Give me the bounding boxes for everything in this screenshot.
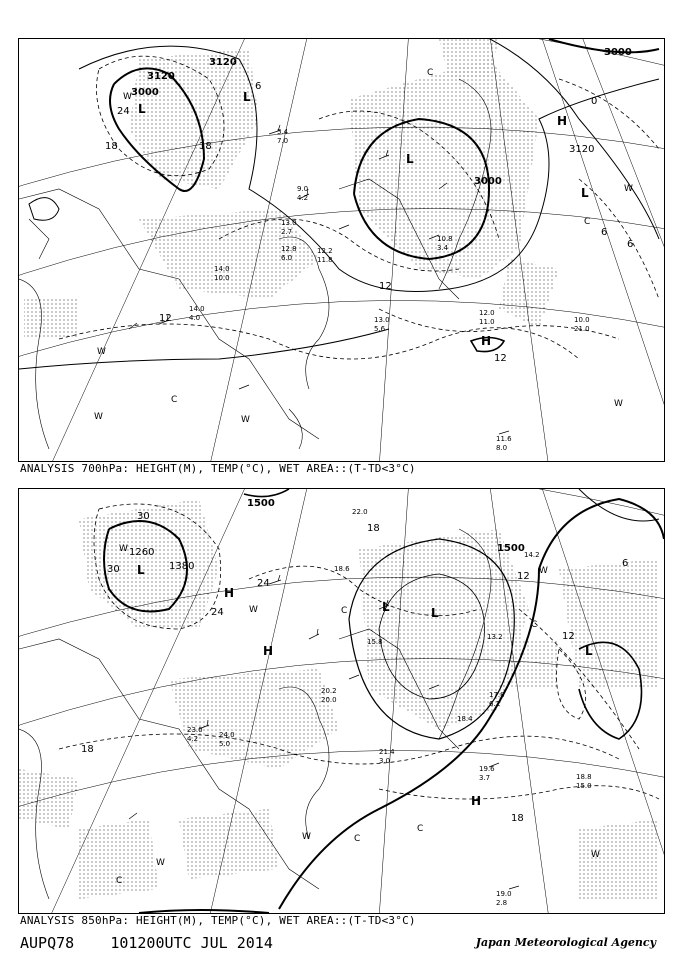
station-value: 3.7 — [479, 774, 491, 782]
station-value: 15.8 — [367, 638, 383, 646]
map-panel-850hpa — [18, 488, 665, 914]
temp-label: 6 — [627, 239, 634, 250]
temp-label: 18 — [511, 813, 524, 824]
low-center: L — [581, 186, 589, 200]
station-value: 14.2 — [524, 551, 540, 559]
chart-code: AUPQ78 — [20, 934, 75, 952]
high-center: H — [557, 114, 568, 128]
station-value: 22.0 — [352, 508, 368, 516]
warm-mark: W — [614, 399, 623, 409]
station-value: 24.0 — [219, 731, 235, 739]
map-panel-700hpa — [18, 38, 665, 462]
station-value: 15.0 — [576, 782, 592, 790]
station-value: 18.6 — [334, 565, 350, 573]
temp-label: 24 — [211, 607, 224, 618]
warm-mark: W — [94, 412, 103, 422]
high-center: H — [471, 794, 482, 808]
station-value: 18.4 — [457, 715, 473, 723]
warm-mark: W — [591, 850, 600, 860]
warm-mark: W — [119, 544, 128, 554]
temp-label: 24 — [257, 578, 270, 589]
station-value: 14.0 — [189, 305, 205, 313]
height-label: 1260 — [129, 547, 155, 558]
station-value: 4.2 — [187, 735, 199, 743]
height-label: 3120 — [569, 144, 595, 155]
station-value: 5.4 — [277, 128, 289, 136]
warm-mark: W — [302, 832, 311, 842]
station-value: 4.0 — [189, 314, 201, 322]
station-value: 5.6 — [374, 325, 386, 333]
wet-areas — [19, 499, 659, 899]
station-value: 3.4 — [437, 244, 449, 252]
temp-label: 12 — [494, 353, 507, 364]
low-center: L — [243, 90, 251, 104]
station-value: 6.0 — [281, 254, 293, 262]
station-value: 14.0 — [214, 265, 230, 273]
station-value: 11.0 — [479, 318, 495, 326]
low-center: L — [431, 606, 439, 620]
low-center: L — [585, 644, 593, 658]
temp-label: 0 — [591, 96, 598, 107]
station-value: 20.2 — [321, 687, 337, 695]
cold-mark: C — [531, 620, 538, 630]
warm-mark: W — [249, 605, 258, 615]
warm-mark: W — [123, 92, 132, 102]
temp-label: 30 — [137, 511, 150, 522]
station-value: 12.2 — [317, 247, 333, 255]
station-value: 10.8 — [437, 235, 453, 243]
high-center: H — [481, 334, 492, 348]
height-label: 3120 — [209, 57, 237, 68]
cold-mark: C — [171, 395, 178, 405]
station-value: 10.0 — [214, 274, 230, 282]
low-center: L — [382, 600, 390, 614]
temp-label: 18 — [81, 744, 94, 755]
low-center: L — [406, 152, 414, 166]
warm-mark: W — [624, 184, 633, 194]
low-center: L — [138, 102, 146, 116]
station-value: 11.6 — [496, 435, 512, 443]
station-value: 2.8 — [496, 899, 508, 907]
temp-label: 24 — [117, 106, 130, 117]
station-value: 12.0 — [479, 309, 495, 317]
station-value: 7.0 — [277, 137, 289, 145]
station-value: 13.0 — [374, 316, 390, 324]
high-center: H — [263, 644, 274, 658]
temp-label: 12 — [159, 313, 172, 324]
height-contours — [19, 39, 659, 369]
warm-mark: W — [241, 415, 250, 425]
station-value: 19.0 — [496, 890, 512, 898]
low-center: L — [137, 563, 145, 577]
agency-name: Japan Meteorological Agency — [475, 936, 656, 949]
height-label: 3120 — [147, 71, 175, 82]
station-value: 21.4 — [379, 748, 395, 756]
station-value: 11.8 — [317, 256, 333, 264]
warm-mark: W — [156, 858, 165, 868]
station-value: 9.0 — [297, 185, 309, 193]
temp-label: 6 — [255, 81, 262, 92]
warm-mark: W — [97, 347, 106, 357]
station-value: 12.8 — [281, 245, 297, 253]
warm-mark: W — [539, 566, 548, 576]
station-value: 19.6 — [479, 765, 495, 773]
height-label: 3000 — [604, 47, 632, 58]
station-value: 20.0 — [321, 696, 337, 704]
station-value: 23.0 — [187, 726, 203, 734]
cold-mark: C — [427, 68, 434, 78]
temp-label: 18 — [367, 523, 380, 534]
map-850hpa — [19, 489, 664, 913]
temp-label: 6 — [601, 227, 608, 238]
station-value: 10.0 — [574, 316, 590, 324]
cold-mark: C — [116, 876, 123, 886]
temp-label: 30 — [107, 564, 120, 575]
panel-caption-700hpa: ANALYSIS 700hPa: HEIGHT(M), TEMP(°C), WET AREA::(T-TD<3°C) — [20, 462, 416, 475]
cold-mark: C — [417, 824, 424, 834]
cold-mark: C — [584, 217, 591, 227]
station-value: 18.8 — [576, 773, 592, 781]
station-value: 13.0 — [281, 219, 297, 227]
station-value: 2.7 — [281, 228, 293, 236]
station-value: 17.8 — [489, 691, 505, 699]
high-center: H — [224, 586, 235, 600]
station-value: 4.2 — [297, 194, 309, 202]
cold-mark: C — [341, 606, 348, 616]
station-value: 3.0 — [379, 757, 391, 765]
height-label: 1500 — [247, 498, 275, 509]
temp-label: 12 — [517, 571, 530, 582]
panel-caption-850hpa: ANALYSIS 850hPa: HEIGHT(M), TEMP(°C), WET AREA::(T-TD<3°C) — [20, 914, 416, 927]
station-value: 21.0 — [574, 325, 590, 333]
station-value: 13.2 — [487, 633, 503, 641]
height-label: 3000 — [131, 87, 159, 98]
height-label: 1500 — [497, 543, 525, 554]
temp-label: 18 — [105, 141, 118, 152]
temp-label: 12 — [379, 281, 392, 292]
station-value: 5.0 — [219, 740, 231, 748]
station-value: 6.1 — [489, 700, 501, 708]
station-value: 8.0 — [496, 444, 508, 452]
chart-code-and-time — [20, 934, 273, 952]
map-700hpa — [19, 39, 664, 461]
height-label: 1380 — [169, 561, 195, 572]
temp-label: 18 — [199, 141, 212, 152]
temp-label: 12 — [562, 631, 575, 642]
analysis-datetime: 101200UTC JUL 2014 — [110, 934, 273, 952]
cold-mark: C — [354, 834, 361, 844]
height-label: 3000 — [474, 176, 502, 187]
temp-label: 6 — [622, 558, 629, 569]
